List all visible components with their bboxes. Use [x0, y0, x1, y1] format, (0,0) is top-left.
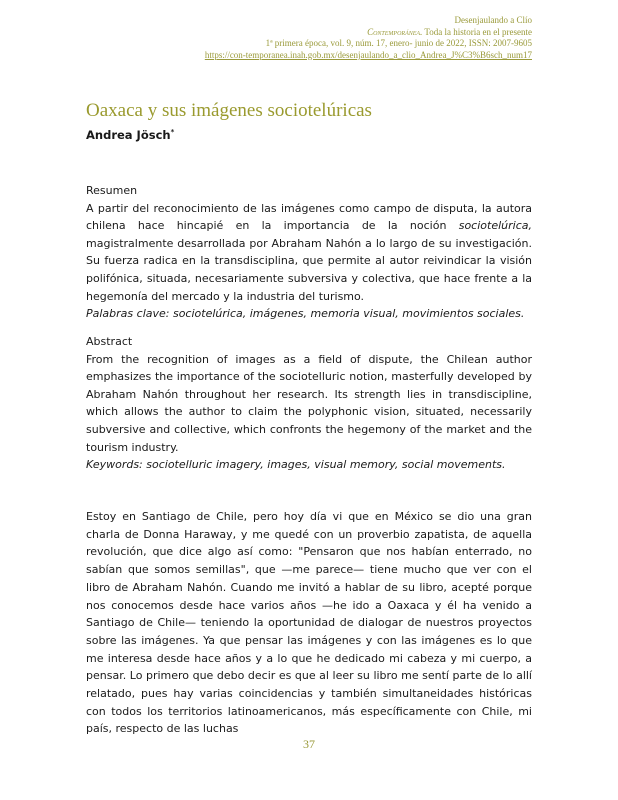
body-paragraph: Estoy en Santiago de Chile, pero hoy día vi que en México se dio una gran charla de Donna Haraway, y me quedé con un proverbio zapatista, de aquella revolución, que dice algo así como: "Pensaron que nos habían enterrado, no sabían que somos semillas", que —me parece— tiene mucho que ver con el libro de Abraham Nahón. Cuando me invitó a hablar de su libro, acepté porque nos conocemos desde hace varios años —he ido a Oaxaca y él ha venido a Santiago de Chile— teniendo la oportunidad de dialogar de nuestros proyectos sobre las imágenes. Ya que pensar las imágenes y con las imágenes es lo que me interesa desde hace años y a lo que he dedicado mi cabeza y mi cuerpo, a pensar. Lo primero que debo decir es que al leer su libro me sentí parte de lo allí relatado, pues hay varias coincidencias y también simultaneidades históricas con todos los territorios latinoamericanos, más específicamente con Chile, mi país, respecto de las luchas [86, 510, 532, 736]
resumen-text-em: sociotelúrica, [458, 219, 532, 233]
journal-name: Contemporánea. [367, 26, 423, 37]
header-section: Desenjaulando a Clío [454, 15, 532, 25]
resumen-text-b: magistralmente desarrollada por Abraham Nahón a lo largo de su investigación. Su fuerza radica en la transdisciplina, que permite al autor reivindicar la visión polifónica, situada, necesariamente subversiva y colectiva, que hace frente a la hegemonía del mercado y la industria del turismo. [86, 236, 532, 303]
header-journal [205, 27, 532, 39]
abstract-heading: Abstract [86, 335, 133, 348]
author-text: Andrea Jösch [86, 128, 171, 142]
journal-subtitle: Toda la historia en el presente [422, 26, 532, 37]
resumen-section [86, 182, 532, 323]
author-name [86, 128, 174, 142]
author-footnote-mark[interactable]: * [170, 128, 175, 137]
header-issue: 1ª primera época, vol. 9, núm. 17, enero- junio de 2022, ISSN: 2007-9605 [265, 38, 532, 48]
header-url-link[interactable]: https://con-temporanea.inah.gob.mx/desenjaulando_a_clio_Andrea_J%C3%B6sch_num17 [204, 49, 532, 60]
resumen-text-a: A partir del reconocimiento de las imágenes como campo de disputa, la autora chilena hace hincapié en la importancia de la noción [86, 201, 532, 233]
article-title: Oaxaca y sus imágenes sociotelúricas [86, 100, 372, 121]
resumen-keywords: Palabras clave: sociotelúrica, imágenes, memoria visual, movimientos sociales. [86, 307, 525, 321]
page-number: 37 [303, 737, 315, 751]
running-header [205, 15, 532, 61]
abstract-section [86, 333, 532, 474]
abstract-text: From the recognition of images as a field of dispute, the Chilean author emphasizes the importance of the sociotelluric notion, masterfully developed by Abraham Nahón throughout her research. Its strength lies in transdiscipline, which allows the author to claim the polyphonic vision, situated, necessarily subversive and collective, which confronts the hegemony of the market and the tourism industry. [86, 352, 532, 454]
abstract-keywords: Keywords: sociotelluric imagery, images, visual memory, social movements. [86, 458, 506, 472]
resumen-heading: Resumen [86, 184, 138, 197]
